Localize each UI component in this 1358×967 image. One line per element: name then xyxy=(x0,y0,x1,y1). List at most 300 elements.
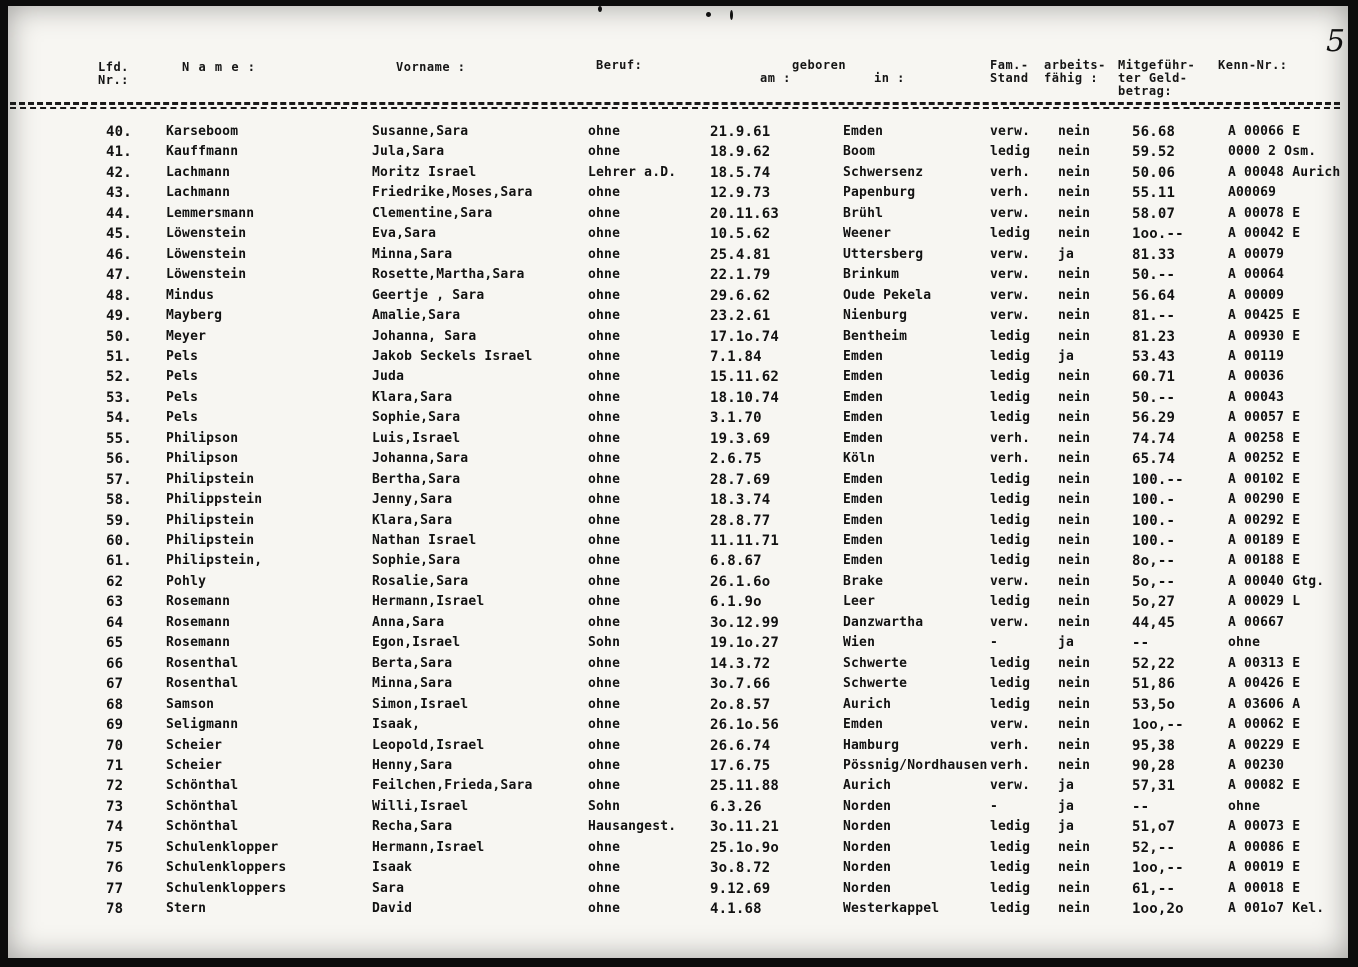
marital-status: verw. xyxy=(990,205,1031,221)
occupation: ohne xyxy=(588,880,621,896)
money-amount: 59.52 xyxy=(1132,144,1176,161)
fit-for-work: nein xyxy=(1058,369,1091,385)
birth-place: Schwerte xyxy=(843,655,908,671)
money-amount: 90,28 xyxy=(1132,757,1176,774)
table-row xyxy=(8,840,1348,860)
given-names: Sara xyxy=(372,880,405,896)
birth-date: 2.6.75 xyxy=(710,451,762,468)
occupation: ohne xyxy=(588,389,621,405)
surname: Samson xyxy=(166,696,215,712)
birth-date: 18.3.74 xyxy=(710,492,771,509)
money-amount: 51,o7 xyxy=(1132,819,1176,836)
given-names: Leopold,Israel xyxy=(372,737,485,753)
surname: Pels xyxy=(166,369,199,385)
surname: Seligmann xyxy=(166,717,239,733)
given-names: Isaak, xyxy=(372,717,421,733)
birth-place: Emden xyxy=(843,369,884,385)
marital-status: ledig xyxy=(990,655,1031,671)
id-number: A 00062 E xyxy=(1228,717,1301,733)
surname: Lachmann xyxy=(166,185,231,201)
table-row xyxy=(8,451,1348,471)
birth-date: 20.11.63 xyxy=(710,205,780,222)
money-amount: -- xyxy=(1132,635,1150,652)
given-names: Simon,Israel xyxy=(372,696,469,712)
table-row xyxy=(8,676,1348,696)
birth-date: 25.11.88 xyxy=(710,778,780,795)
id-number: A 00042 E xyxy=(1228,226,1301,242)
occupation: ohne xyxy=(588,717,621,733)
money-amount: 53,5o xyxy=(1132,696,1176,713)
money-amount: 5o,27 xyxy=(1132,594,1176,611)
surname: Stern xyxy=(166,901,207,917)
occupation: Hausangest. xyxy=(588,819,677,835)
occupation: ohne xyxy=(588,308,621,324)
row-number: 40. xyxy=(106,124,132,140)
money-amount: 56.68 xyxy=(1132,124,1176,140)
money-amount: 51,86 xyxy=(1132,676,1176,693)
birth-place: Hamburg xyxy=(843,737,900,753)
occupation: Lehrer a.D. xyxy=(588,164,677,180)
id-number: A 00290 E xyxy=(1228,492,1301,508)
id-number: A 00019 E xyxy=(1228,860,1301,876)
birth-date: 3o.8.72 xyxy=(710,860,771,877)
id-number: A 00292 E xyxy=(1228,512,1301,528)
row-number: 57. xyxy=(106,471,132,488)
birth-place: Emden xyxy=(843,124,884,139)
row-number: 66 xyxy=(106,655,124,672)
birth-place: Emden xyxy=(843,410,884,426)
birth-date: 6.3.26 xyxy=(710,798,762,815)
money-amount: 100.- xyxy=(1132,492,1176,509)
header-divider-2 xyxy=(10,107,1340,109)
money-amount: 1oo,-- xyxy=(1132,717,1184,734)
given-names: Anna,Sara xyxy=(372,614,445,630)
birth-place: Emden xyxy=(843,492,884,508)
table-row xyxy=(8,513,1348,533)
marital-status: verw. xyxy=(990,308,1031,324)
given-names: Berta,Sara xyxy=(372,655,453,671)
birth-date: 9.12.69 xyxy=(710,880,771,897)
fit-for-work: nein xyxy=(1058,430,1091,446)
birth-place: Schwersenz xyxy=(843,164,924,180)
birth-place: Danzwartha xyxy=(843,614,924,630)
fit-for-work: nein xyxy=(1058,471,1091,487)
birth-date: 11.11.71 xyxy=(710,533,780,549)
money-amount: 55.11 xyxy=(1132,185,1176,202)
occupation: ohne xyxy=(588,348,621,364)
given-names: Hermann,Israel xyxy=(372,594,485,610)
occupation: ohne xyxy=(588,839,621,855)
occupation: ohne xyxy=(588,430,621,446)
occupation: Sohn xyxy=(588,635,621,651)
money-amount: 50.-- xyxy=(1132,267,1176,284)
table-row xyxy=(8,738,1348,758)
given-names: Rosalie,Sara xyxy=(372,573,469,589)
row-number: 72 xyxy=(106,778,124,795)
marital-status: ledig xyxy=(990,492,1031,508)
marital-status: - xyxy=(990,798,999,814)
table-row xyxy=(8,431,1348,451)
id-number: A 00066 E xyxy=(1228,124,1301,139)
birth-date: 3o.12.99 xyxy=(710,614,780,631)
id-number: A 00119 xyxy=(1228,348,1285,364)
row-number: 76 xyxy=(106,860,124,877)
birth-place: Pössnig/Nordhausen xyxy=(843,757,988,773)
id-number: A 00082 E xyxy=(1228,778,1301,794)
marital-status: ledig xyxy=(990,348,1031,364)
marital-status: verw. xyxy=(990,246,1031,262)
money-amount: 100.- xyxy=(1132,533,1176,549)
marital-status: verh. xyxy=(990,451,1031,467)
table-row xyxy=(8,717,1348,737)
surname: Schönthal xyxy=(166,778,239,794)
id-number: A 00230 xyxy=(1228,757,1285,773)
money-amount: 56.29 xyxy=(1132,410,1176,427)
given-names: Henny,Sara xyxy=(372,757,453,773)
id-number: A 00040 Gtg. xyxy=(1228,573,1325,589)
birth-date: 18.9.62 xyxy=(710,144,771,161)
given-names: Rosette,Martha,Sara xyxy=(372,267,525,283)
given-names: Minna,Sara xyxy=(372,246,453,262)
money-amount: 52,22 xyxy=(1132,655,1176,672)
surname: Philipstein xyxy=(166,471,255,487)
fit-for-work: nein xyxy=(1058,205,1091,221)
fit-for-work: nein xyxy=(1058,410,1091,426)
row-number: 62 xyxy=(106,573,124,590)
money-amount: 81.-- xyxy=(1132,308,1176,325)
surname: Kauffmann xyxy=(166,144,239,160)
birth-date: 14.3.72 xyxy=(710,655,771,672)
row-number: 41. xyxy=(106,144,132,161)
id-number: A 00102 E xyxy=(1228,471,1301,487)
table-row xyxy=(8,349,1348,369)
occupation: ohne xyxy=(588,328,621,344)
occupation: ohne xyxy=(588,124,621,139)
birth-place: Norden xyxy=(843,860,892,876)
marital-status: ledig xyxy=(990,512,1031,528)
header-am: am : xyxy=(760,71,791,85)
surname: Rosemann xyxy=(166,614,231,630)
surname: Scheier xyxy=(166,757,223,773)
surname: Philipson xyxy=(166,430,239,446)
fit-for-work: ja xyxy=(1058,246,1075,262)
money-amount: 81.33 xyxy=(1132,246,1176,263)
row-number: 53. xyxy=(106,389,132,406)
row-number: 77 xyxy=(106,880,124,897)
id-number: A 00043 xyxy=(1228,389,1285,405)
marital-status: ledig xyxy=(990,471,1031,487)
birth-place: Boom xyxy=(843,144,876,160)
surname: Scheier xyxy=(166,737,223,753)
row-number: 56. xyxy=(106,451,132,468)
table-row xyxy=(8,635,1348,655)
marital-status: ledig xyxy=(990,389,1031,405)
row-number: 48. xyxy=(106,287,132,304)
fit-for-work: ja xyxy=(1058,778,1075,794)
id-number: A 00018 E xyxy=(1228,880,1301,896)
occupation: ohne xyxy=(588,369,621,385)
fit-for-work: nein xyxy=(1058,328,1091,344)
surname: Philipstein xyxy=(166,512,255,528)
birth-date: 18.5.74 xyxy=(710,164,771,181)
row-number: 78 xyxy=(106,901,124,918)
given-names: Friedrike,Moses,Sara xyxy=(372,185,533,201)
given-names: Clementine,Sara xyxy=(372,205,493,221)
surname: Schulenklopper xyxy=(166,839,279,855)
id-number: A 00078 E xyxy=(1228,205,1301,221)
given-names: Egon,Israel xyxy=(372,635,461,651)
marital-status: ledig xyxy=(990,696,1031,712)
marital-status: verw. xyxy=(990,287,1031,303)
birth-date: 10.5.62 xyxy=(710,226,771,243)
table-row xyxy=(8,574,1348,594)
id-number: A 00229 E xyxy=(1228,737,1301,753)
surname: Lemmersmann xyxy=(166,205,255,221)
birth-place: Schwerte xyxy=(843,676,908,692)
fit-for-work: nein xyxy=(1058,860,1091,876)
table-row xyxy=(8,594,1348,614)
birth-place: Brake xyxy=(843,573,884,589)
birth-place: Norden xyxy=(843,798,892,814)
birth-date: 3.1.70 xyxy=(710,410,762,427)
birth-date: 25.4.81 xyxy=(710,246,771,263)
surname: Philipstein, xyxy=(166,553,263,569)
row-number: 49. xyxy=(106,308,132,325)
money-amount: -- xyxy=(1132,798,1150,815)
birth-place: Emden xyxy=(843,533,884,548)
given-names: Jakob Seckels Israel xyxy=(372,348,533,364)
surname: Schönthal xyxy=(166,819,239,835)
scan-speck xyxy=(706,12,711,17)
given-names: Sophie,Sara xyxy=(372,553,461,569)
table-row xyxy=(8,860,1348,880)
money-amount: 50.06 xyxy=(1132,164,1176,181)
given-names: Nathan Israel xyxy=(372,533,477,548)
table-row xyxy=(8,472,1348,492)
birth-place: Nienburg xyxy=(843,308,908,324)
row-number: 75 xyxy=(106,839,124,856)
given-names: Klara,Sara xyxy=(372,389,453,405)
row-number: 51. xyxy=(106,348,132,365)
row-number: 52. xyxy=(106,369,132,386)
table-row xyxy=(8,288,1348,308)
birth-place: Uttersberg xyxy=(843,246,924,262)
given-names: Juda xyxy=(372,369,405,385)
surname: Löwenstein xyxy=(166,246,247,262)
money-amount: 100.-- xyxy=(1132,471,1184,488)
table-row xyxy=(8,267,1348,287)
marital-status: verw. xyxy=(990,573,1031,589)
table-row xyxy=(8,308,1348,328)
occupation: ohne xyxy=(588,553,621,569)
money-amount: 52,-- xyxy=(1132,839,1176,856)
given-names: Hermann,Israel xyxy=(372,839,485,855)
table-row xyxy=(8,799,1348,819)
table-row xyxy=(8,369,1348,389)
header-fam-stand: Fam.- Stand xyxy=(990,58,1029,85)
given-names: Minna,Sara xyxy=(372,676,453,692)
birth-place: Brinkum xyxy=(843,267,900,283)
occupation: ohne xyxy=(588,533,621,548)
given-names: Sophie,Sara xyxy=(372,410,461,426)
scan-speck xyxy=(598,6,602,12)
table-row xyxy=(8,165,1348,185)
birth-place: Papenburg xyxy=(843,185,916,201)
birth-date: 17.1o.74 xyxy=(710,328,780,345)
id-number: A 00029 L xyxy=(1228,594,1301,610)
fit-for-work: nein xyxy=(1058,737,1091,753)
surname: Rosenthal xyxy=(166,655,239,671)
fit-for-work: ja xyxy=(1058,819,1075,835)
marital-status: ledig xyxy=(990,533,1031,548)
row-number: 61. xyxy=(106,553,132,570)
marital-status: ledig xyxy=(990,144,1031,160)
birth-place: Weener xyxy=(843,226,892,242)
header-lfd-nr: Lfd. Nr.: xyxy=(98,60,129,87)
given-names: Moritz Israel xyxy=(372,164,477,180)
header-kenn-nr: Kenn-Nr.: xyxy=(1218,58,1288,72)
row-number: 70 xyxy=(106,737,124,754)
row-number: 55. xyxy=(106,430,132,447)
table-row xyxy=(8,881,1348,901)
money-amount: 5o,-- xyxy=(1132,573,1176,590)
birth-date: 6.1.9o xyxy=(710,594,762,611)
fit-for-work: nein xyxy=(1058,287,1091,303)
occupation: ohne xyxy=(588,614,621,630)
money-amount: 1oo.-- xyxy=(1132,226,1184,243)
occupation: ohne xyxy=(588,901,621,917)
fit-for-work: nein xyxy=(1058,757,1091,773)
birth-date: 23.2.61 xyxy=(710,308,771,325)
given-names: Susanne,Sara xyxy=(372,124,469,139)
table-row xyxy=(8,492,1348,512)
birth-date: 7.1.84 xyxy=(710,348,762,365)
row-number: 71 xyxy=(106,757,124,774)
table-row xyxy=(8,656,1348,676)
birth-place: Emden xyxy=(843,717,884,733)
birth-place: Oude Pekela xyxy=(843,287,932,303)
marital-status: verw. xyxy=(990,778,1031,794)
surname: Rosenthal xyxy=(166,676,239,692)
occupation: ohne xyxy=(588,594,621,610)
table-row xyxy=(8,390,1348,410)
birth-place: Emden xyxy=(843,471,884,487)
row-number: 60. xyxy=(106,533,132,549)
marital-status: ledig xyxy=(990,553,1031,569)
occupation: ohne xyxy=(588,287,621,303)
marital-status: ledig xyxy=(990,328,1031,344)
fit-for-work: nein xyxy=(1058,676,1091,692)
fit-for-work: ja xyxy=(1058,798,1075,814)
birth-date: 26.1.6o xyxy=(710,573,771,590)
money-amount: 95,38 xyxy=(1132,737,1176,754)
id-number: A 001o7 Kel. xyxy=(1228,901,1325,917)
marital-status: ledig xyxy=(990,226,1031,242)
surname: Löwenstein xyxy=(166,226,247,242)
row-number: 54. xyxy=(106,410,132,427)
birth-place: Emden xyxy=(843,512,884,528)
id-number: A 00425 E xyxy=(1228,308,1301,324)
occupation: ohne xyxy=(588,246,621,262)
id-number: A 00064 xyxy=(1228,267,1285,283)
birth-place: Leer xyxy=(843,594,876,610)
birth-date: 17.6.75 xyxy=(710,757,771,774)
fit-for-work: ja xyxy=(1058,348,1075,364)
marital-status: verh. xyxy=(990,164,1031,180)
fit-for-work: nein xyxy=(1058,655,1091,671)
table-row xyxy=(8,124,1348,144)
marital-status: verh. xyxy=(990,185,1031,201)
page-number: 5 xyxy=(1326,24,1346,59)
occupation: ohne xyxy=(588,451,621,467)
id-number: ohne xyxy=(1228,635,1261,651)
surname: Rosemann xyxy=(166,635,231,651)
occupation: ohne xyxy=(588,512,621,528)
table-row xyxy=(8,206,1348,226)
birth-date: 3o.11.21 xyxy=(710,819,780,836)
money-amount: 53.43 xyxy=(1132,348,1176,365)
occupation: ohne xyxy=(588,778,621,794)
fit-for-work: nein xyxy=(1058,389,1091,405)
birth-place: Brühl xyxy=(843,205,884,221)
fit-for-work: nein xyxy=(1058,267,1091,283)
id-number: A 00057 E xyxy=(1228,410,1301,426)
given-names: Luis,Israel xyxy=(372,430,461,446)
table-row xyxy=(8,410,1348,430)
money-amount: 61,-- xyxy=(1132,880,1176,897)
occupation: Sohn xyxy=(588,798,621,814)
occupation: ohne xyxy=(588,492,621,508)
birth-date: 25.1o.9o xyxy=(710,839,780,856)
occupation: ohne xyxy=(588,144,621,160)
scan-speck xyxy=(730,10,733,20)
surname: Lachmann xyxy=(166,164,231,180)
fit-for-work: nein xyxy=(1058,573,1091,589)
fit-for-work: nein xyxy=(1058,124,1091,139)
birth-date: 29.6.62 xyxy=(710,287,771,304)
fit-for-work: nein xyxy=(1058,880,1091,896)
marital-status: ledig xyxy=(990,880,1031,896)
money-amount: 81.23 xyxy=(1132,328,1176,345)
occupation: ohne xyxy=(588,267,621,283)
birth-date: 28.7.69 xyxy=(710,471,771,488)
money-amount: 1oo,2o xyxy=(1132,901,1184,918)
fit-for-work: nein xyxy=(1058,451,1091,467)
row-number: 43. xyxy=(106,185,132,202)
marital-status: ledig xyxy=(990,410,1031,426)
table-row xyxy=(8,185,1348,205)
surname: Löwenstein xyxy=(166,267,247,283)
birth-place: Aurich xyxy=(843,778,892,794)
id-number: A 00313 E xyxy=(1228,655,1301,671)
id-number: A 00079 xyxy=(1228,246,1285,262)
table-row xyxy=(8,697,1348,717)
surname: Mindus xyxy=(166,287,215,303)
fit-for-work: nein xyxy=(1058,533,1091,548)
birth-date: 6.8.67 xyxy=(710,553,762,570)
marital-status: ledig xyxy=(990,901,1031,917)
marital-status: verw. xyxy=(990,614,1031,630)
surname: Philippstein xyxy=(166,492,263,508)
row-number: 44. xyxy=(106,205,132,222)
id-number: A 00258 E xyxy=(1228,430,1301,446)
id-number: A 00189 E xyxy=(1228,533,1301,548)
marital-status: verh. xyxy=(990,430,1031,446)
birth-place: Aurich xyxy=(843,696,892,712)
id-number: A 00426 E xyxy=(1228,676,1301,692)
birth-place: Norden xyxy=(843,819,892,835)
table-row xyxy=(8,778,1348,798)
